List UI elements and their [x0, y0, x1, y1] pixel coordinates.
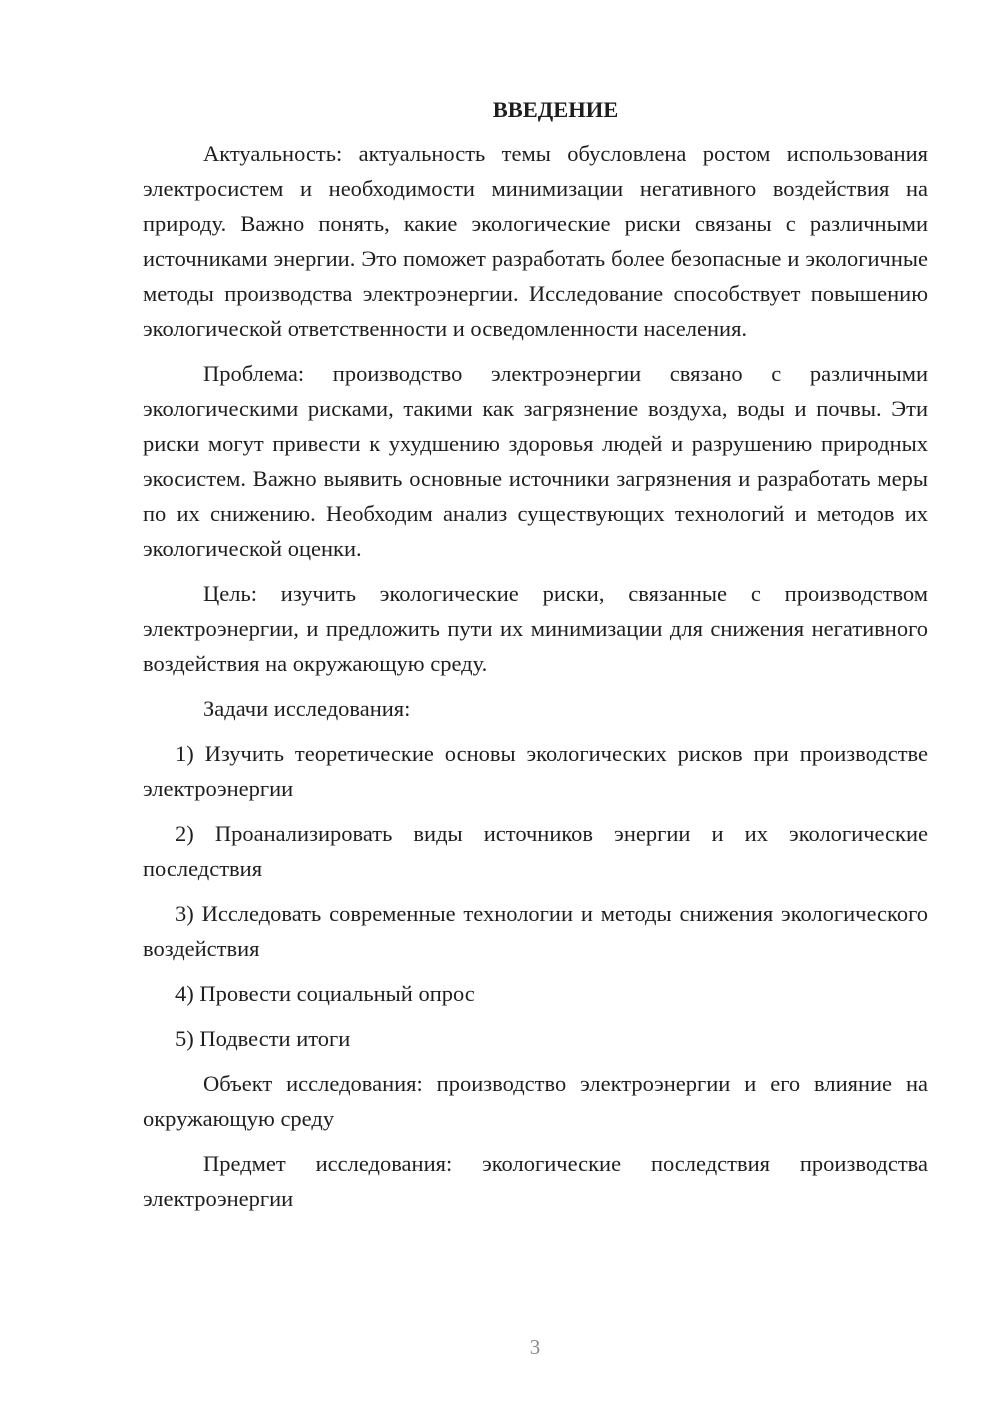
- object-paragraph: Объект исследования: производство электроэнергии и его влияние на окружающую среду: [143, 1071, 928, 1131]
- goal-paragraph: Цель: изучить экологические риски, связанные с производством электроэнергии, и предложить пути их минимизации для снижения негативного воздействия на окружающую среду.: [143, 581, 928, 676]
- task-item: 4) Провести социальный опрос: [175, 981, 475, 1006]
- tasks-title: Задачи исследования:: [203, 696, 411, 721]
- relevance-paragraph: Актуальность: актуальность темы обусловлена ростом использования электросистем и необходимости минимизации негативного воздействия на природу. Важно понять, какие экологические риски связаны с различными источниками энергии. Это поможет разработать более безопасные и экологичные методы производства электроэнергии. Исследование способствует повышению экологической ответственности и осведомленности населения.: [143, 141, 928, 341]
- page-number: 3: [529, 1335, 541, 1359]
- page-content: [143, 92, 928, 1226]
- problem-paragraph: Проблема: производство электроэнергии связано с различными экологическими рисками, такими как загрязнение воздуха, воды и почвы. Эти риски могут привести к ухудшению здоровья людей и разрушению природных экосистем. Важно выявить основные источники загрязнения и разработать меры по их снижению. Необходим анализ существующих технологий и методов их экологической оценки.: [143, 361, 928, 561]
- tasks-list: [143, 736, 928, 1056]
- task-item: 2) Проанализировать виды источников энергии и их экологические последствия: [143, 821, 928, 881]
- subject-paragraph: Предмет исследования: экологические последствия производства электроэнергии: [143, 1151, 928, 1211]
- task-item: 3) Исследовать современные технологии и методы снижения экологического воздействия: [143, 901, 928, 961]
- task-item: 5) Подвести итоги: [175, 1026, 351, 1051]
- section-heading: ВВЕДЕНИЕ: [492, 97, 619, 122]
- task-item: 1) Изучить теоретические основы экологических рисков при производстве электроэнергии: [143, 741, 928, 801]
